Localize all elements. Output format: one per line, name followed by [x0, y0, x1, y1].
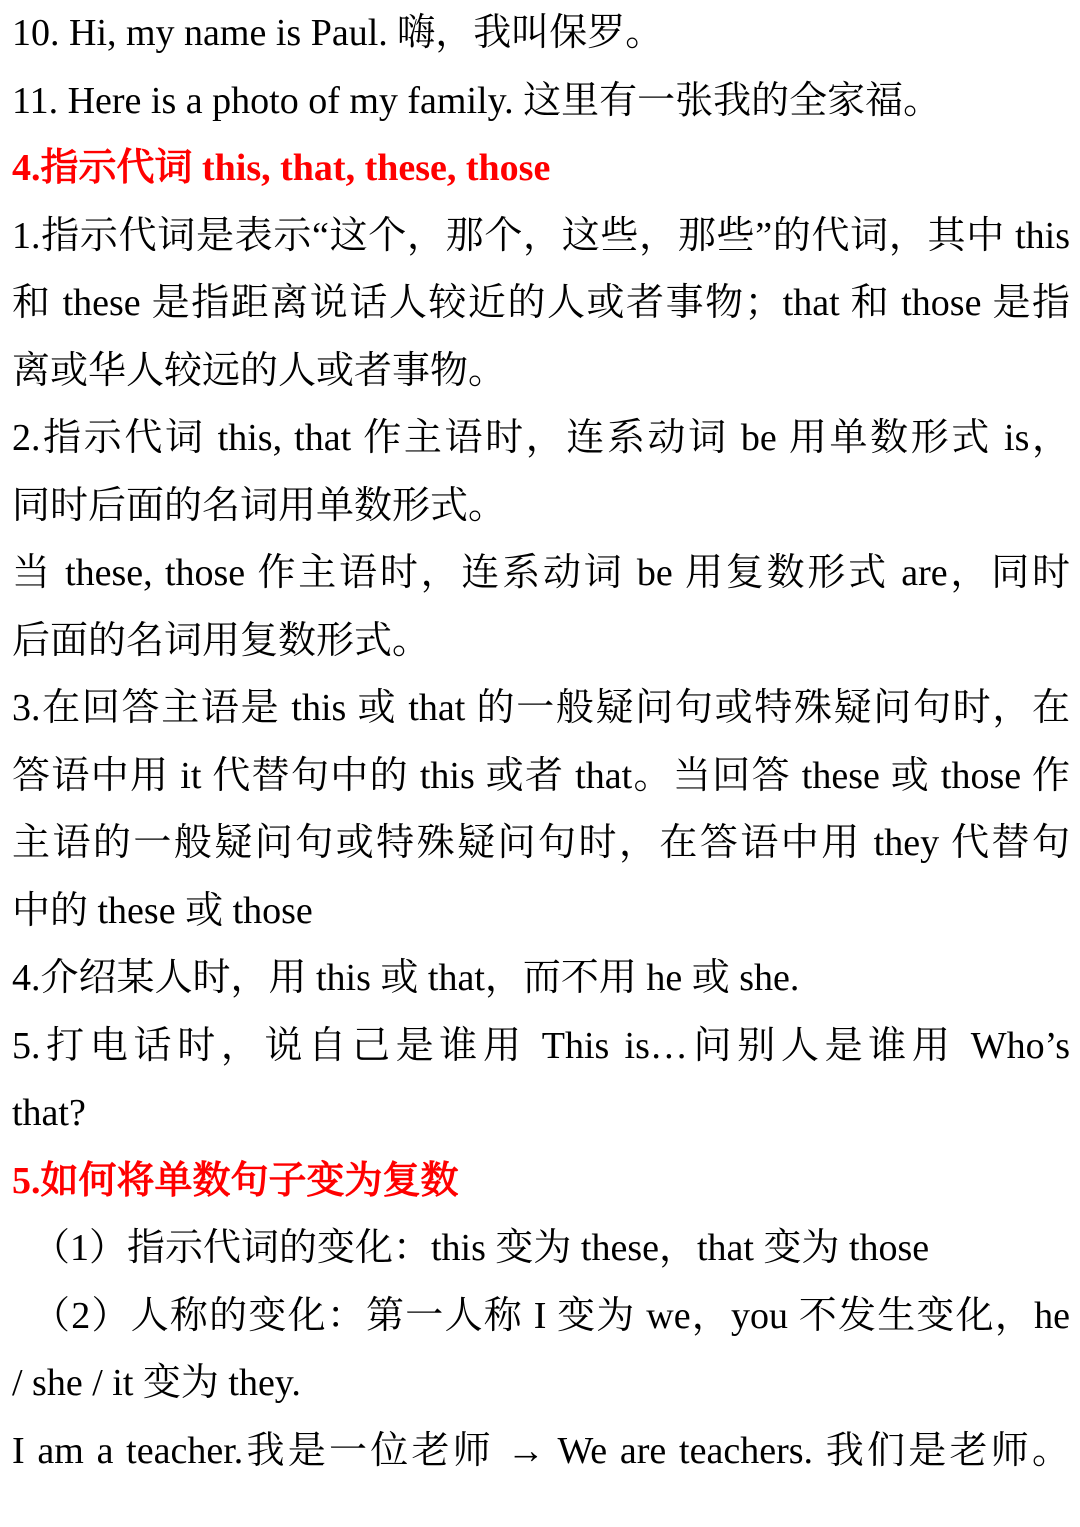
text-line-6: 离或华人较远的人或者事物。	[12, 349, 507, 392]
text-line-1: 10. Hi, my name is Paul. 嗨，我叫保罗。	[12, 12, 664, 54]
text-line-4: 1.指示代词是表示“这个，那个，这些，那些”的代词，其中 this	[12, 214, 1070, 257]
text-line-16: 5.打电话时，说自己是谁用 This is…问别人是谁用 Who’s	[12, 1024, 1070, 1067]
text-line-9: 当 these, those 作主语时，连系动词 be 用复数形式 are，同时	[12, 552, 1070, 594]
text-line-15: 4.介绍某人时，用 this 或 that，而不用 he 或 she.	[12, 957, 800, 999]
text-line-12: 答语中用 it 代替句中的 this 或者 that。当回答 these 或 those 作	[12, 754, 1070, 797]
text-line-21: / she / it 变为 they.	[12, 1362, 301, 1404]
section-heading-singular-to-plural: 5.如何将单数句子变为复数	[12, 1159, 459, 1202]
text-line-10: 后面的名词用复数形式。	[12, 619, 431, 662]
text-line-20: （2）人称的变化：第一人称 I 变为 we，you 不发生变化，he	[32, 1294, 1070, 1337]
section-heading-demonstrative-pronouns: 4.指示代词 this, that, these, those	[12, 147, 551, 189]
document-body	[12, 0, 1070, 1485]
text-line-2: 11. Here is a photo of my family. 这里有一张我的全家福。	[12, 79, 942, 122]
text-line-11: 3.在回答主语是 this 或 that 的一般疑问句或特殊疑问句时，在	[12, 687, 1070, 729]
text-line-5: 和 these 是指距离说话人较近的人或者事物；that 和 those 是指	[12, 282, 1070, 324]
text-line-8: 同时后面的名词用单数形式。	[12, 484, 507, 527]
text-line-14: 中的 these 或 those	[12, 889, 313, 932]
text-line-22: I am a teacher.我是一位老师 → We are teachers. 我们是老师。	[12, 1429, 1070, 1472]
text-line-7: 2.指示代词 this, that 作主语时，连系动词 be 用单数形式 is，	[12, 417, 1070, 459]
text-line-13: 主语的一般疑问句或特殊疑问句时，在答语中用 they 代替句	[12, 822, 1070, 864]
text-line-17: that?	[12, 1092, 86, 1134]
text-line-19: （1）指示代词的变化：this 变为 these，that 变为 those	[32, 1227, 930, 1269]
